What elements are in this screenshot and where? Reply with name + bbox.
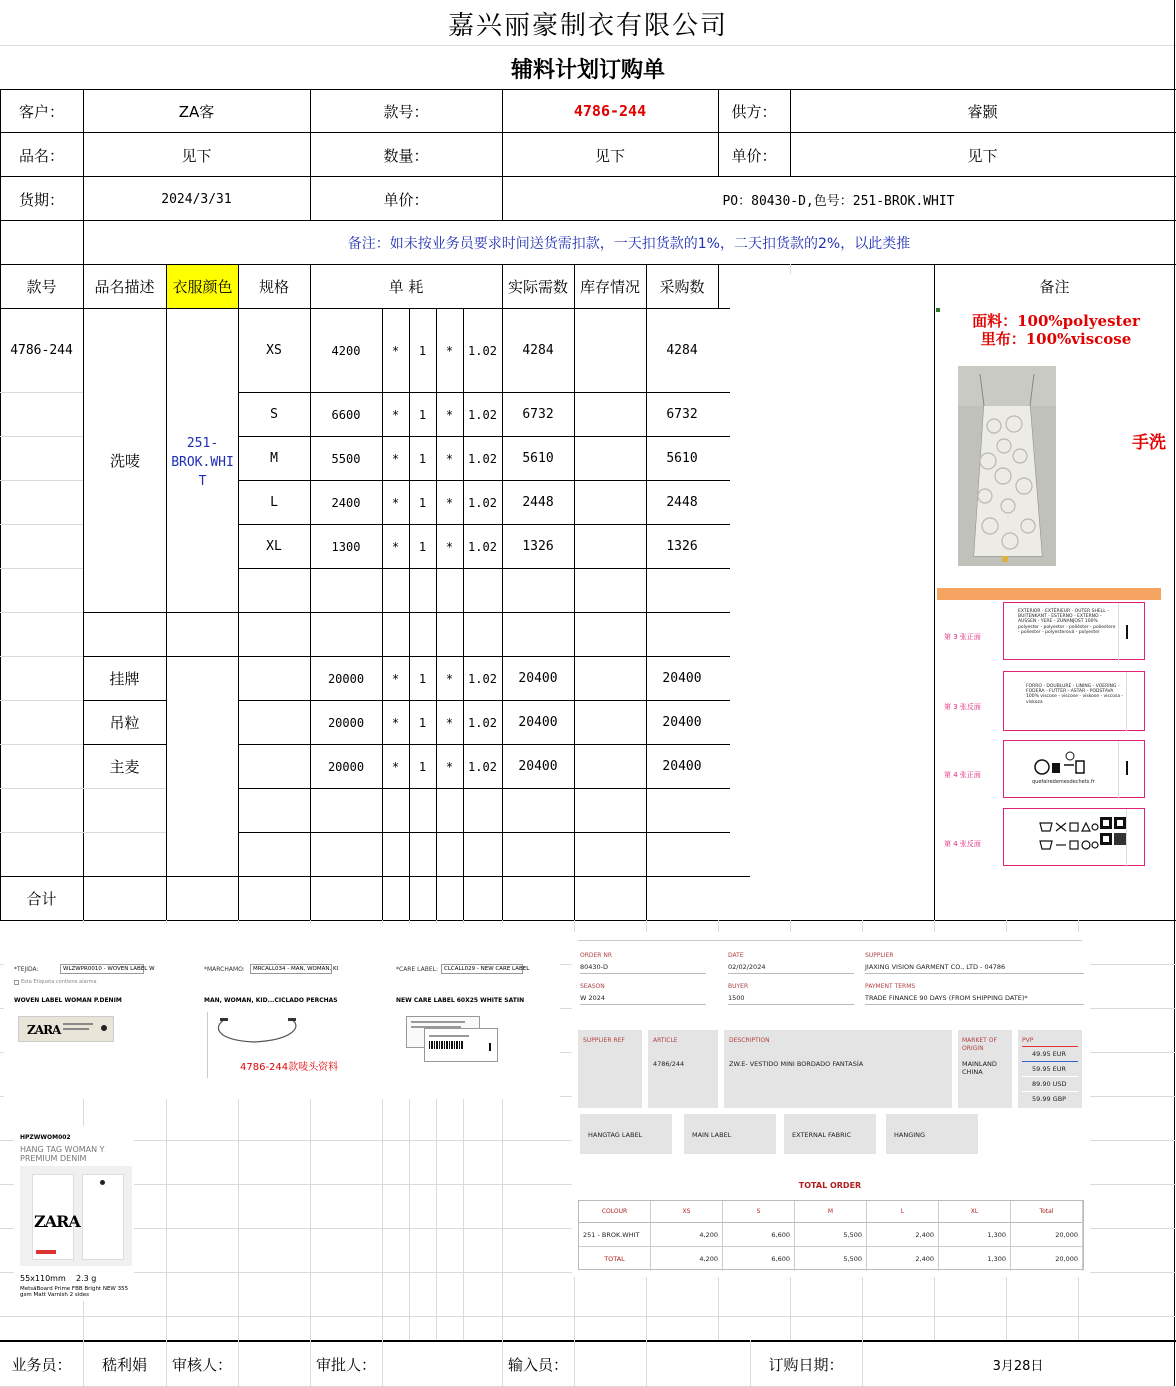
col-garment-color: 衣服颜色 [167,265,238,308]
label-tag-3: 第 4 张正面 [944,771,981,779]
multiplier-cell: 1 [418,671,427,686]
loss-factor-cell: 1.02 [468,759,497,774]
multiply-sign: * [445,759,454,774]
multiply-sign: * [391,671,400,686]
total-order-cell: 6,600 [723,1247,795,1271]
market-box: MARKET OF ORIGIN MAINLAND CHINA [958,1030,1012,1108]
label-tag-4: 第 4 张反面 [944,840,981,848]
purchase-qty-cell: 1326 [666,539,698,554]
total-order-header: COLOUR [579,1201,651,1223]
multiply-sign: * [445,539,454,554]
multiplier-cell: 1 [418,451,427,466]
supplier-value: 睿颢 [967,102,998,121]
total-order-cell: 20,000 [1011,1223,1083,1247]
trim-name-cell: 主麦 [109,758,140,776]
col-consumption: 单 耗 [388,278,424,296]
order-qty-cell: 5500 [331,451,361,466]
weave-title: WOVEN LABEL WOMAN P.DENIM [14,997,122,1004]
trim-name-cell: 挂牌 [109,670,140,688]
alarm-checkbox[interactable] [14,980,19,985]
order-date-label: 订购日期： [768,1355,844,1374]
delivery-value: 2024/3/31 [161,191,232,207]
actual-need-cell: 2448 [522,495,554,510]
buyer-value: 1500 [728,994,745,1002]
hanging-field-label: *MARCHAMO: [204,966,245,973]
reviewer-label: 审核人： [171,1355,232,1374]
care-label-image-2 [424,1028,498,1062]
total-order-title: TOTAL ORDER [798,1180,862,1190]
description-box: DESCRIPTION ZW.E- VESTIDO MINI BORDADO FANTASÍA [724,1030,952,1108]
loss-factor-cell: 1.02 [468,343,497,358]
col-actual-need: 实际需数 [507,278,568,296]
orange-bar [937,588,1161,600]
date-label: DATE [728,952,744,959]
size-cell: L [270,495,278,510]
trim-name-cell: 吊粒 [109,714,140,732]
total-order-cell: 5,500 [795,1247,867,1271]
weave-field-label: *TEJIDA: [14,966,39,973]
lining-composition: 里布：100%viscose [980,329,1132,348]
hangtag-label-button[interactable]: HANGTAG LABEL [580,1114,672,1154]
total-order-cell: 4,200 [651,1223,723,1247]
hang-tag-title-2: PREMIUM DENIM [20,1154,87,1163]
dress-photo [958,366,1056,566]
total-order-header: XL [939,1201,1011,1223]
hanging-loop-image [214,1016,304,1046]
multiply-sign: * [391,715,400,730]
col-description: 品名描述 [94,278,155,296]
total-order-table [578,1200,1084,1270]
weave-select[interactable]: WLZWPR0010 - WOVEN LABEL W [60,964,144,974]
external-fabric-button[interactable]: EXTERNAL FABRIC [784,1114,876,1154]
total-order-cell: 1,300 [939,1247,1011,1271]
pvp-box: PVP 49.95 EUR 59.95 EUR 89.90 USD 59.99 GBP [1018,1030,1082,1108]
total-order-cell: 2,400 [867,1247,939,1271]
loss-factor-cell: 1.02 [468,671,497,686]
hang-tag-size: 55x110mm [20,1274,66,1283]
garment-color: 251- BROK.WHI T [171,436,234,489]
inputter-label: 输入员： [507,1355,568,1374]
payment-label: PAYMENT TERMS [865,983,916,990]
multiply-sign: * [391,539,400,554]
label-tag-1: 第 3 张正面 [944,633,981,641]
product-name-label: 品名： [18,146,64,165]
care-select[interactable]: CLCALL029 - NEW CARE LABEL [441,964,523,974]
purchase-qty-cell: 5610 [666,451,698,466]
article-box: ARTICLE 4786/244 [648,1030,718,1108]
quantity-value: 见下 [594,146,625,165]
order-qty-cell: 4200 [331,343,361,358]
loss-factor-cell: 1.02 [468,495,497,510]
size-cell: M [270,451,278,466]
multiply-sign: * [391,495,400,510]
label-card-3-front: EXTERIOR - EXTÉRIEUR - OUTER SHELL - BUITENKANT - ESTERNO - EXTERNO - AUSSEN - YERE - ZUNANJOST 100% polyester - polyester - poliéster - poliestere - poliester - polyesterová - polyester [1003,602,1145,660]
multiply-sign: * [445,451,454,466]
salesman-value: 嵇利娟 [101,1355,147,1374]
hang-tag-weight: 2.3 g [76,1274,97,1283]
approver-label: 审批人： [315,1355,376,1374]
label-card-4-front: quefairedemesdechets.fr [1003,740,1145,798]
total-order-cell: 4,200 [651,1247,723,1271]
buyer-label: BUYER [728,983,749,990]
total-order-cell: TOTAL [579,1247,651,1271]
total-order-cell: 251 - BROK.WHIT [579,1223,651,1247]
size-cell: S [270,407,278,422]
alarm-checkbox-label: Esta Etiqueta contiene alarma [21,979,97,985]
order-date-value: 3月28日 [992,1358,1044,1374]
multiply-sign: * [391,407,400,422]
shipping-mark-note: 4786-244款唛头资料 [240,1062,339,1073]
multiply-sign: * [445,671,454,686]
care-field-label: *CARE LABEL: [396,966,439,973]
style-value: 4786-244 [573,102,647,120]
supplier-ref-box: SUPPLIER REF [578,1030,642,1108]
multiply-sign: * [445,407,454,422]
hang-tag-material: MetsäBoard Prime FBB Bright NEW 355 gsm Matt Varnish 2 sides [20,1286,129,1298]
document-title: 辅料计划订购单 [510,57,665,83]
season-value: W 2024 [580,994,606,1002]
item-wash-label: 洗唛 [109,452,140,470]
size-cell: XS [266,343,282,358]
order-nr-label: ORDER NR [580,952,613,959]
purchase-qty-cell: 6732 [666,407,698,422]
hanging-button[interactable]: HANGING [886,1114,978,1154]
multiplier-cell: 1 [418,759,427,774]
total-order-header: Total [1011,1201,1083,1223]
multiplier-cell: 1 [418,715,427,730]
salesman-label: 业务员： [11,1355,72,1374]
row-style-no: 4786-244 [10,343,73,358]
loss-factor-cell: 1.02 [468,407,497,422]
quantity-label: 数量： [383,146,429,165]
loss-factor-cell: 1.02 [468,715,497,730]
pvp-usd: 89.90 USD [1032,1080,1067,1088]
label-card-4-back [1003,808,1145,866]
zara-label-panel [4,924,560,1099]
col-stock: 库存情况 [579,278,640,296]
total-order-header: XS [651,1201,723,1223]
total-order-cell: 5,500 [795,1223,867,1247]
hang-tag-title-1: HANG TAG WOMAN Y [20,1145,105,1154]
order-qty-cell: 20000 [327,759,365,774]
actual-need-cell: 5610 [522,451,554,466]
col-remarks: 备注 [1039,278,1070,296]
purchase-qty-cell: 20400 [662,759,702,774]
col-purchase-qty: 采购数 [659,278,705,296]
purchase-qty-cell: 4284 [666,343,698,358]
total-label: 合计 [26,890,57,908]
customer-value: ZA客 [178,102,215,121]
fabric-composition: 面料：100%polyester [972,311,1140,330]
multiplier-cell: 1 [418,495,427,510]
order-qty-cell: 1300 [331,539,361,554]
care-title: NEW CARE LABEL 60X25 WHITE SATIN [396,997,525,1004]
pvp-eur-2: 59.95 EUR [1032,1065,1067,1073]
order-qty-cell: 2400 [331,495,361,510]
total-order-cell: 6,600 [723,1223,795,1247]
company-name: 嘉兴丽豪制衣有限公司 [447,10,728,41]
purchase-qty-cell: 20400 [662,715,702,730]
date-value: 02/02/2024 [728,963,766,971]
unit-price-label-2: 单价： [383,190,429,209]
order-qty-cell: 20000 [327,671,365,686]
order-nr-value: 80430-D [580,963,609,971]
multiplier-cell: 1 [418,539,427,554]
main-label-button[interactable]: MAIN LABEL [684,1114,776,1154]
multiply-sign: * [445,715,454,730]
loss-factor-cell: 1.02 [468,539,497,554]
product-name-value: 见下 [181,146,212,165]
order-qty-cell: 6600 [331,407,361,422]
hanging-select[interactable]: MRCALL034 - MAN, WOMAN, KI [250,964,332,974]
supplier-label: 供方： [731,102,777,121]
woven-label-image: ZARA [18,1016,114,1042]
total-order-header: S [723,1201,795,1223]
hang-tag-code: HPZWWOM002 [20,1134,71,1141]
actual-need-cell: 6732 [522,407,554,422]
total-order-cell: 1,300 [939,1223,1011,1247]
season-label: SEASON [580,983,605,990]
total-order-cell: 20,000 [1011,1247,1083,1271]
pvp-gbp: 59.99 GBP [1032,1095,1067,1103]
label-tag-2: 第 3 张反面 [944,703,981,711]
delivery-label: 货期： [18,190,64,209]
total-order-cell: 2,400 [867,1223,939,1247]
loss-factor-cell: 1.02 [468,451,497,466]
multiplier-cell: 1 [418,407,427,422]
unit-price-value: 见下 [967,146,998,165]
multiply-sign: * [445,343,454,358]
total-order-header: M [795,1201,867,1223]
multiply-sign: * [445,495,454,510]
hang-tag-panel [14,1126,134,1301]
hang-tag-image: ZARA [20,1166,132,1266]
size-cell: XL [266,539,282,554]
pvp-eur-1: 49.95 EUR [1032,1050,1067,1058]
order-panel [572,932,1090,1277]
delivery-penalty-note: 备注：如未按业务员要求时间送货需扣款，一天扣货款的1%，二天扣货款的2%，以此类推 [347,236,911,252]
actual-need-cell: 20400 [518,759,558,774]
actual-need-cell: 1326 [522,539,554,554]
purchase-qty-cell: 20400 [662,671,702,686]
col-style-no: 款号 [26,278,57,296]
actual-need-cell: 4284 [522,343,554,358]
supplier-info-label: SUPPLIER [865,952,894,959]
hand-wash-note: 手洗 [1132,433,1166,453]
customer-label: 客户： [18,102,64,121]
unit-price-label: 单价： [731,146,777,165]
hanging-title: MAN, WOMAN, KID...CICLADO PERCHAS [204,997,338,1004]
col-size: 规格 [258,278,289,296]
multiplier-cell: 1 [418,343,427,358]
purchase-qty-cell: 2448 [666,495,698,510]
total-order-header: L [867,1201,939,1223]
multiply-sign: * [391,451,400,466]
payment-value: TRADE FINANCE 90 DAYS (FROM SHIPPING DATE)* [865,994,1028,1002]
multiply-sign: * [391,343,400,358]
style-label: 款号： [383,102,429,121]
actual-need-cell: 20400 [518,671,558,686]
multiply-sign: * [391,759,400,774]
po-info: PO：80430-D,色号：251-BROK.WHIT [722,193,955,209]
order-qty-cell: 20000 [327,715,365,730]
label-card-3-back: FORRO - DOUBLURE - LINING - VOERING - FODERA - FUTTER - ASTAR - PODSTAVA 100% viscose - viscose - viskose - viscosa - viskoza [1003,671,1145,731]
supplier-info-value: JIAXING VISION GARMENT CO., LTD - 04786 [865,963,1006,971]
actual-need-cell: 20400 [518,715,558,730]
